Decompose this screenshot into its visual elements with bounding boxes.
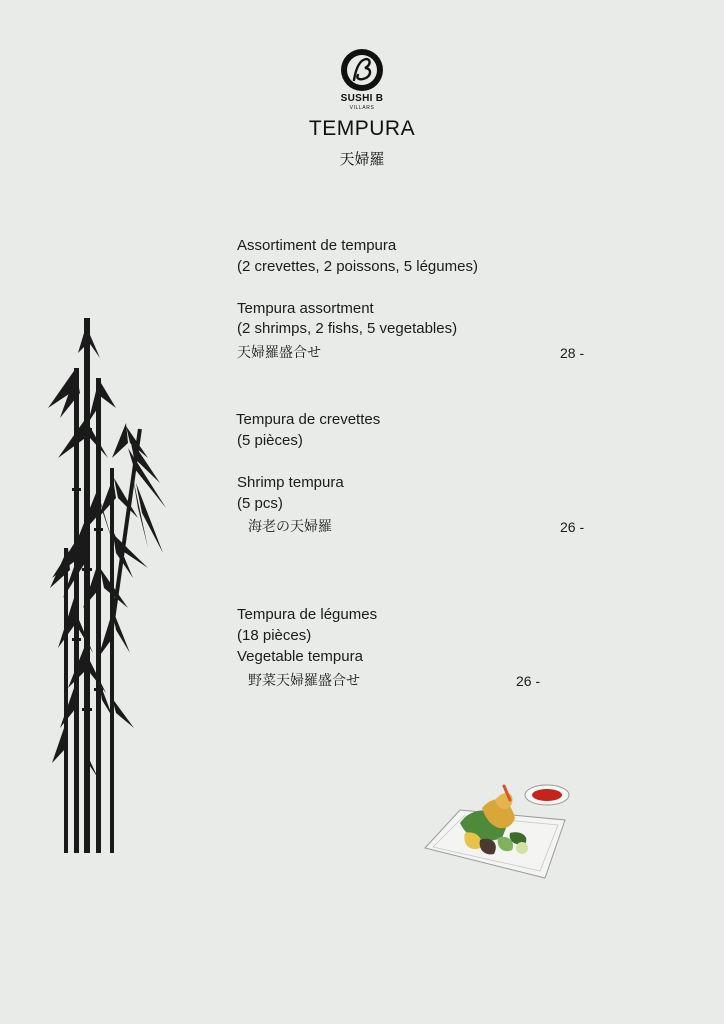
item-3-en-name: Vegetable tempura — [237, 648, 363, 665]
item-1-fr-detail: (2 crevettes, 2 poissons, 5 légumes) — [237, 258, 478, 275]
item-1-en-name: Tempura assortment — [237, 300, 374, 317]
item-1-jp-name: 天婦羅盛合せ — [237, 345, 321, 361]
item-2-en-name: Shrimp tempura — [237, 474, 344, 491]
brand-name: SUSHI B — [340, 93, 384, 104]
page-title-japanese: 天婦羅 — [339, 150, 385, 168]
item-3-price: 26 - — [516, 673, 541, 689]
item-2-price: 26 - — [560, 519, 585, 535]
item-2-jp-name: 海老の天婦羅 — [248, 519, 332, 535]
bamboo-silhouette-icon — [38, 308, 168, 858]
item-3-jp-name: 野菜天婦羅盛合せ — [248, 673, 360, 689]
item-3-fr-name: Tempura de légumes — [237, 606, 378, 623]
tempura-plate-illustration-icon — [420, 778, 580, 886]
item-1-en-detail: (2 shrimps, 2 fishs, 5 vegetables) — [237, 320, 458, 337]
sushi-b-logo-icon — [338, 46, 386, 94]
item-1-fr-name: Assortiment de tempura — [237, 237, 397, 254]
brand-location: VILLARS — [349, 105, 375, 111]
item-1-price: 28 - — [560, 345, 585, 361]
item-2-fr-detail: (5 pièces) — [237, 432, 303, 449]
page-title: TEMPURA — [308, 117, 416, 140]
item-3-fr-detail: (18 pièces) — [237, 627, 312, 644]
item-2-en-detail: (5 pcs) — [237, 495, 283, 512]
item-2-fr-name: Tempura de crevettes — [236, 411, 381, 428]
